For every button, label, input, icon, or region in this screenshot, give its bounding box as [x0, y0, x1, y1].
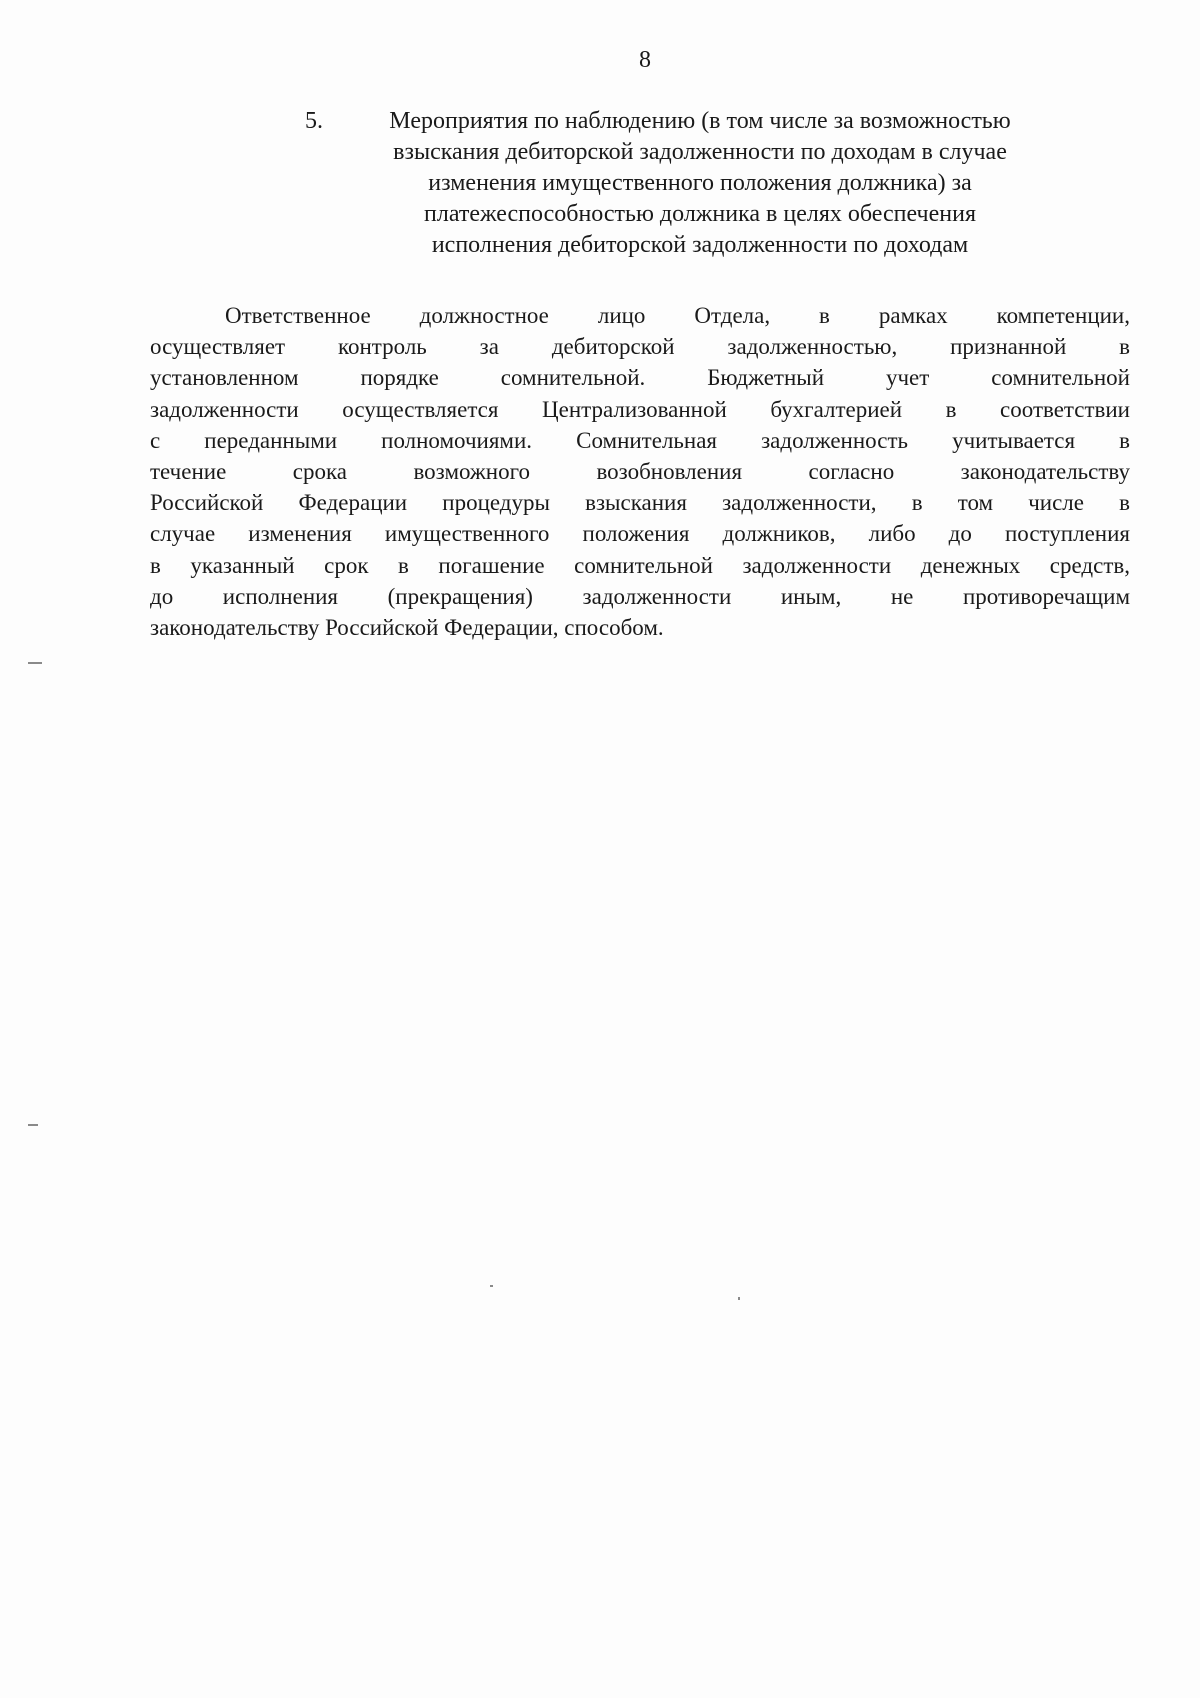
scan-speck: [28, 1124, 38, 1126]
paragraph-line: задолженности осуществляется Централизованной бухгалтерией в соответствии: [150, 396, 1130, 422]
paragraph-line: с переданными полномочиями. Сомнительная задолженность учитывается в: [150, 427, 1130, 453]
paragraph-line: в указанный срок в погашение сомнительной задолженности денежных средств,: [150, 552, 1130, 578]
paragraph-line: Российской Федерации процедуры взыскания задолженности, в том числе в: [150, 490, 1130, 516]
paragraph-line: течение срока возможного возобновления согласно законодательству: [150, 459, 1130, 485]
section-number: 5.: [305, 108, 323, 134]
paragraph-line: установленном порядке сомнительной. Бюджетный учет сомнительной: [150, 365, 1130, 391]
heading-line: платежеспособностью должника в целях обеспечения: [424, 201, 976, 227]
scan-speck: [28, 662, 42, 664]
heading-line: изменения имущественного положения должника) за: [428, 170, 972, 196]
scan-speck: [738, 1297, 740, 1300]
paragraph-line: до исполнения (прекращения) задолженности иным, не противоречащим: [150, 583, 1130, 609]
paragraph-line: Ответственное должностное лицо Отдела, в рамках компетенции,: [225, 303, 1130, 328]
heading-line: взыскания дебиторской задолженности по доходам в случае: [393, 139, 1007, 165]
page-number: 8: [639, 47, 651, 73]
paragraph-line: случае изменения имущественного положения должников, либо до поступления: [150, 521, 1130, 547]
paragraph-line: законодательству Российской Федерации, способом.: [150, 615, 664, 641]
body-paragraph: [150, 300, 1130, 643]
section-heading: [305, 106, 1095, 261]
scan-speck: [490, 1285, 493, 1287]
heading-line: исполнения дебиторской задолженности по доходам: [431, 232, 969, 258]
paragraph-line: осуществляет контроль за дебиторской задолженностью, признанной в: [150, 334, 1130, 360]
heading-line: Мероприятия по наблюдению (в том числе за возможностью: [389, 108, 1011, 134]
